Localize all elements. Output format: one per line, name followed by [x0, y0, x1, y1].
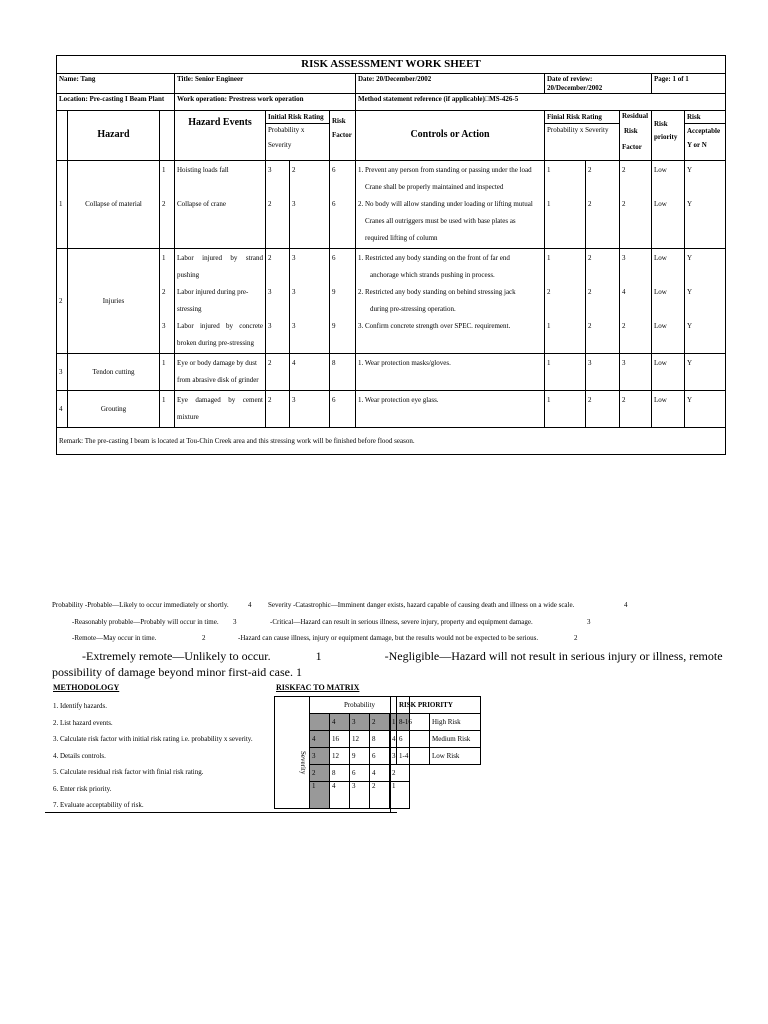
hazard-event: Labor injured by strand pushing Labor injured during pre- stressing Labor injured by concrete broken during pre-stressing	[175, 248, 266, 353]
legend-probability-3: -Remote—May occur in time.	[72, 634, 157, 642]
worksheet-title: RISK ASSESSMENT WORK SHEET	[57, 56, 726, 74]
remark: Remark: The pre-casting I beam is located at Tou-Chin Creek area and this stressing work will be finished before flood season.	[57, 427, 726, 454]
method-reference-field: Method statement reference (if applicable)□MS-426-5	[356, 93, 726, 110]
methodology-list	[53, 698, 253, 814]
controls-cell: 1. Wear protection eye glass.	[356, 390, 545, 427]
legend-extremes: -Extremely remote—Unlikely to occur. 1 -Negligible—Hazard will not result in serious injury or illness, remote possibility of damage beyond minor first-aid case. 1	[52, 649, 723, 679]
risk-priority-table: RISK PRIORITY 8-16 High Risk 6 Medium Risk 1-4 Low Risk	[396, 696, 481, 765]
hazard-name: Grouting	[68, 390, 160, 427]
hazard-name: Injuries	[68, 248, 160, 353]
name-field: Name: Tang	[57, 74, 175, 94]
residual-factor-header: Residual Risk Factor	[620, 110, 652, 160]
review-date-field: Date of review: 20/December/2002	[545, 74, 652, 94]
hazard-header: Hazard	[68, 110, 160, 160]
matrix-probability-label: Probability	[310, 697, 410, 714]
location-field: Location: Pre-casting I Beam Plant	[57, 93, 175, 110]
list-item: 4. Details controls.	[53, 751, 106, 760]
list-item: 5. Calculate residual risk factor with finial risk rating.	[53, 768, 204, 776]
legend-probability-2: -Reasonably probable—Probably will occur in time.	[72, 618, 219, 626]
work-operation-field: Work operation: Prestress work operation	[175, 93, 356, 110]
controls-cell: 1. Prevent any person from standing or passing under the load Crane shall be properly maintained and inspected 2. No body will allow standing under loading or lifting mutual Cranes all outriggers must be used with base plates as required lifting of column	[356, 160, 545, 248]
methodology-title: METHODOLOGY	[53, 683, 120, 692]
hazard-event: Eye damaged by cement mixture	[175, 390, 266, 427]
page-field: Page: 1 of 1	[652, 74, 726, 94]
table-row: 2 Injuries 1 2 3 Labor injured by strand pushing Labor injured during pre- stressing Labor injured by concrete broken during pre-stressing 2 3 3 3 3 3 6 9 9 1. Restricted any body standing on the front of far end anchorage which strands pushing in process. 2. Restricted any body standing on behind stressing jack during pre-stressing operation. 3. Confirm concrete strength over SPEC. requirement. 1 2 1 2 2 2 3 4 2 Low Low Low Y Y Y	[57, 248, 726, 353]
list-item: 2. List hazard events.	[53, 718, 113, 727]
hazard-event: Hoisting loads fall Collapse of crane	[175, 160, 266, 248]
controls-header: Controls or Action	[356, 110, 545, 160]
legend-severity-2: -Critical—Hazard can result in serious illness, severe injury, property and equipment damage.	[270, 618, 533, 626]
controls-cell: 1. Restricted any body standing on the front of far end anchorage which strands pushing in process. 2. Restricted any body standing on behind stressing jack during pre-stressing operation. 3. Confirm concrete strength over SPEC. requirement.	[356, 248, 545, 353]
matrix-title: RISKFAC TO MATRIX	[276, 683, 360, 692]
list-item: 7. Evaluate acceptability of risk.	[53, 801, 144, 809]
table-row: 1 Collapse of material 1 2 Hoisting loads fall Collapse of crane 3 2 2 3 6 6 1. Prevent any person from standing or passing under the load Crane shall be properly maintained and inspected 2. No body will allow standing under loading or lifting mutual Cranes all outriggers must be used with base plates as required lifting of column 1 1 2 2 2 2 Low Low Y Y	[57, 160, 726, 248]
risk-priority-header: Risk priority	[652, 110, 685, 160]
controls-cell: 1. Wear protection masks/gloves.	[356, 353, 545, 390]
legend-severity-3: -Hazard can cause illness, injury or equipment damage, but the results would not be expected to be serious.	[238, 634, 539, 642]
risk-priority-title: RISK PRIORITY	[397, 697, 481, 714]
hazard-name: Collapse of material	[68, 160, 160, 248]
table-row: 4 Grouting 1 Eye damaged by cement mixture 2 3 6 1. Wear protection eye glass. 1 2 2 Low Y	[57, 390, 726, 427]
risk-matrix: Severity Probability 4 3 2 1 4 16 12 8 4 3 12 9 6 3 2 8 6 4 2 1 4 3 2 1	[274, 696, 410, 809]
initial-rating-header: Initial Risk Rating Probability x Severity	[266, 110, 330, 160]
hazard-name: Tendon cutting	[68, 353, 160, 390]
table-row: 3 Tendon cutting 1 Eye or body damage by dust from abrasive disk of grinder 2 4 8 1. Wear protection masks/gloves. 1 3 3 Low Y	[57, 353, 726, 390]
list-item: 6. Enter risk priority.	[53, 784, 112, 793]
list-item: 1. Identify hazards.	[53, 702, 108, 710]
date-field: Date: 20/December/2002	[356, 74, 545, 94]
acceptable-header: Risk Acceptable Y or N	[685, 110, 726, 160]
risk-factor-header: Risk Factor	[330, 110, 356, 160]
legend-severity-1: Severity -Catastrophic—Imminent danger exists, hazard capable of causing death and illness on a wide scale.	[268, 601, 575, 609]
matrix-severity-label: Severity	[275, 697, 310, 809]
risk-worksheet-table	[56, 55, 726, 455]
divider	[45, 812, 397, 813]
final-rating-header: Finial Risk Rating Probability x Severity	[545, 110, 620, 160]
hazard-event: Eye or body damage by dust from abrasive disk of grinder	[175, 353, 266, 390]
list-item: 3. Calculate risk factor with initial risk rating i.e. probability x severity.	[53, 735, 253, 743]
job-title-field: Title: Senior Engineer	[175, 74, 356, 94]
legend-probability-1: Probability -Probable—Likely to occur immediately or shortly.	[52, 601, 229, 609]
hazard-events-header: Hazard Events	[175, 110, 266, 160]
